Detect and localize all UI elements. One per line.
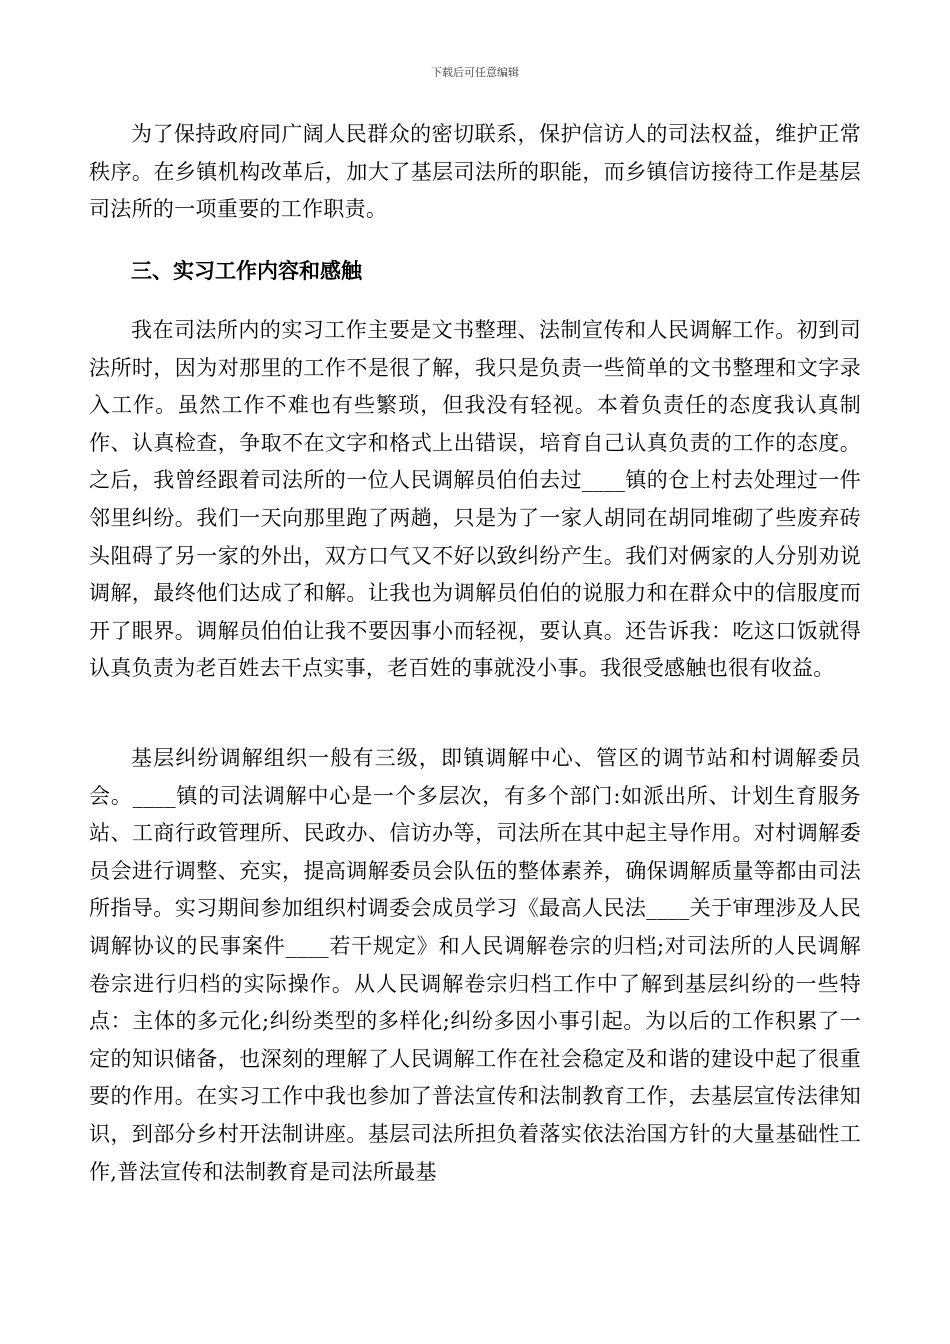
page-header: 下载后可任意编辑	[431, 66, 519, 79]
section-heading-3: 三、实习工作内容和感触	[131, 259, 362, 283]
paragraph-2-block	[89, 312, 861, 688]
paragraph-3-block	[89, 740, 861, 1191]
paragraph-3: 基层纠纷调解组织一般有三级，即镇调解中心、管区的调节站和村调解委员会。____镇的司法调解中心是一个多层次，有多个部门:如派出所、计划生育服务站、工商行政管理所、民政办、信访办等，司法所在其中起主导作用。对村调解委员会进行调整、充实，提高调解委员会队伍的整体素养，确保调解质量等都由司法所指导。实习期间参加组织村调委会成员学习《最高人民法____关于审理涉及人民调解协议的民事案件____若干规定》和人民调解卷宗的归档;对司法所的人民调解卷宗进行归档的实际操作。从人民调解卷宗归档工作中了解到基层纠纷的一些特点：主体的多元化;纠纷类型的多样化;纠纷多因小事引起。为以后的工作积累了一定的知识储备，也深刻的理解了人民调解工作在社会稳定及和谐的建设中起了很重要的作用。在实习工作中我也参加了普法宣传和法制教育工作，去基层宣传法律知识，到部分乡村开法制讲座。基层司法所担负着落实依法治国方针的大量基础性工作,普法宣传和法制教育是司法所最基	[89, 746, 861, 1184]
paragraph-2: 我在司法所内的实习工作主要是文书整理、法制宣传和人民调解工作。初到司法所时，因为对那里的工作不是很了解，我只是负责一些简单的文书整理和文字录入工作。虽然工作不难也有些繁琐，但我没有轻视。本着负责任的态度我认真制作、认真检查，争取不在文字和格式上出错误，培育自己认真负责的工作的态度。之后，我曾经跟着司法所的一位人民调解员伯伯去过____镇的仓上村去处理过一件邻里纠纷。我们一天向那里跑了两趟，只是为了一家人胡同在胡同堆砌了些废弃砖头阻碍了另一家的外出，双方口气又不好以致纠纷产生。我们对俩家的人分别劝说调解，最终他们达成了和解。让我也为调解员伯伯的说服力和在群众中的信服度而开了眼界。调解员伯伯让我不要因事小而轻视，要认真。还告诉我：吃这口饭就得认真负责为老百姓去干点实事，老百姓的事就没小事。我很受感触也很有收益。	[89, 318, 861, 681]
paragraph-1: 为了保持政府同广阔人民群众的密切联系，保护信访人的司法权益，维护正常秩序。在乡镇机构改革后，加大了基层司法所的职能，而乡镇信访接待工作是基层司法所的一项重要的工作职责。	[89, 122, 861, 222]
paragraph-1-block	[89, 116, 861, 229]
